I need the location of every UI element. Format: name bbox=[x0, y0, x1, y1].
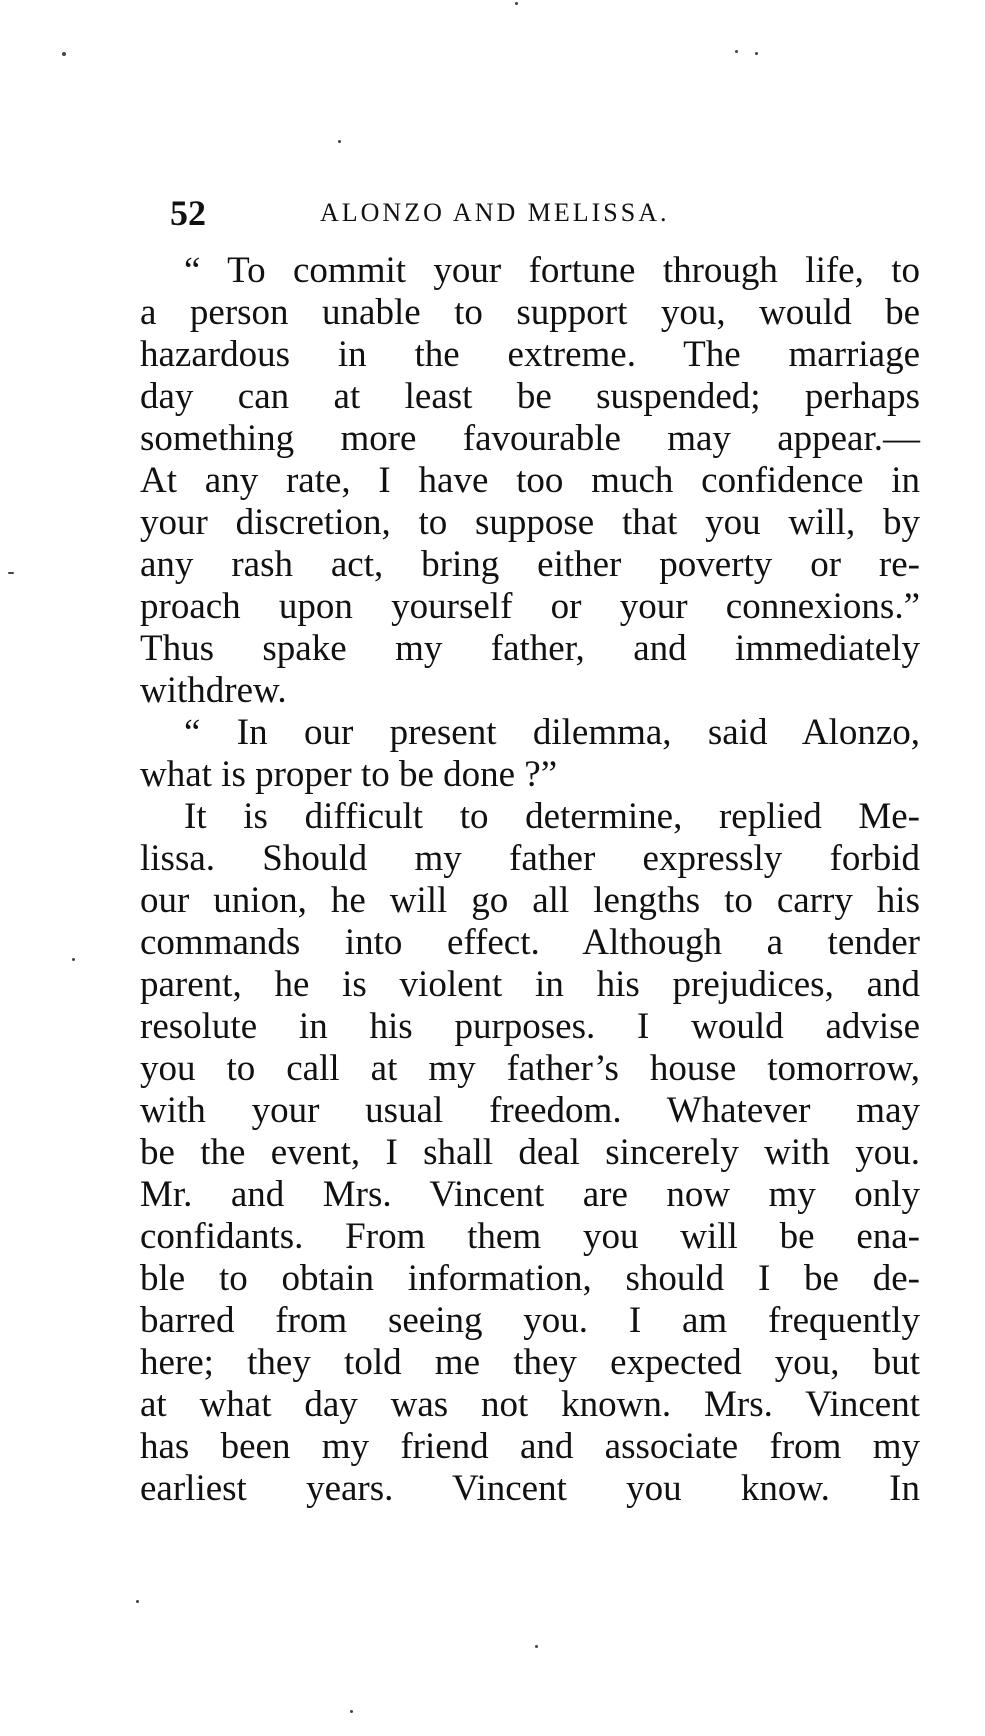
text-line: at what day was not known. Mrs. Vincent bbox=[140, 1384, 920, 1425]
page-header bbox=[140, 188, 920, 238]
text-line: “ To commit your fortune through life, to bbox=[184, 250, 920, 291]
text-line: a person unable to support you, would be bbox=[140, 292, 920, 333]
running-head: ALONZO AND MELISSA. bbox=[320, 198, 670, 227]
scan-speck bbox=[350, 1710, 353, 1713]
text-line: has been my friend and associate from my bbox=[140, 1426, 920, 1467]
text-line: what is proper to be done ?” bbox=[140, 754, 558, 795]
text-line: lissa. Should my father expressly forbid bbox=[140, 838, 920, 879]
text-line: parent, he is violent in his prejudices, and bbox=[140, 964, 920, 1005]
text-line: ble to obtain information, should I be de- bbox=[140, 1258, 920, 1299]
text-line: earliest years. Vincent you know. In bbox=[140, 1468, 920, 1509]
text-line: hazardous in the extreme. The marriage bbox=[140, 334, 920, 375]
text-line: At any rate, I have too much confidence in bbox=[140, 460, 920, 501]
text-line: any rash act, bring either poverty or re- bbox=[140, 544, 920, 585]
text-line: barred from seeing you. I am frequently bbox=[140, 1300, 920, 1341]
text-line: with your usual freedom. Whatever may bbox=[140, 1090, 920, 1131]
scan-speck bbox=[8, 572, 14, 574]
text-line: proach upon yourself or your connexions.” bbox=[140, 586, 920, 627]
scan-speck bbox=[755, 52, 758, 55]
text-line: Mr. and Mrs. Vincent are now my only bbox=[140, 1174, 920, 1215]
text-line: “ In our present dilemma, said Alonzo, bbox=[184, 712, 920, 753]
scan-speck bbox=[515, 2, 518, 5]
text-line: here; they told me they expected you, but bbox=[140, 1342, 920, 1383]
text-line: confidants. From them you will be ena- bbox=[140, 1216, 920, 1257]
scan-speck bbox=[535, 1645, 538, 1648]
text-line: resolute in his purposes. I would advise bbox=[140, 1006, 920, 1047]
text-line: day can at least be suspended; perhaps bbox=[140, 376, 920, 417]
text-line: you to call at my father’s house tomorrow, bbox=[140, 1048, 920, 1089]
text-line: our union, he will go all lengths to carry his bbox=[140, 880, 920, 921]
text-line: commands into effect. Although a tender bbox=[140, 922, 920, 963]
text-line: something more favourable may appear.— bbox=[140, 418, 920, 459]
page-number: 52 bbox=[170, 193, 206, 233]
body-text bbox=[140, 250, 920, 1510]
scan-speck bbox=[72, 958, 75, 961]
text-line: your discretion, to suppose that you will, by bbox=[140, 502, 920, 543]
scan-speck bbox=[136, 1600, 139, 1603]
text-line: Thus spake my father, and immediately bbox=[140, 628, 920, 669]
scan-speck bbox=[62, 52, 66, 56]
text-line: It is difficult to determine, replied Me- bbox=[184, 796, 920, 837]
text-line: be the event, I shall deal sincerely with you. bbox=[140, 1132, 920, 1173]
scan-speck bbox=[735, 50, 738, 53]
scan-speck bbox=[338, 140, 341, 143]
text-line: withdrew. bbox=[140, 670, 287, 711]
